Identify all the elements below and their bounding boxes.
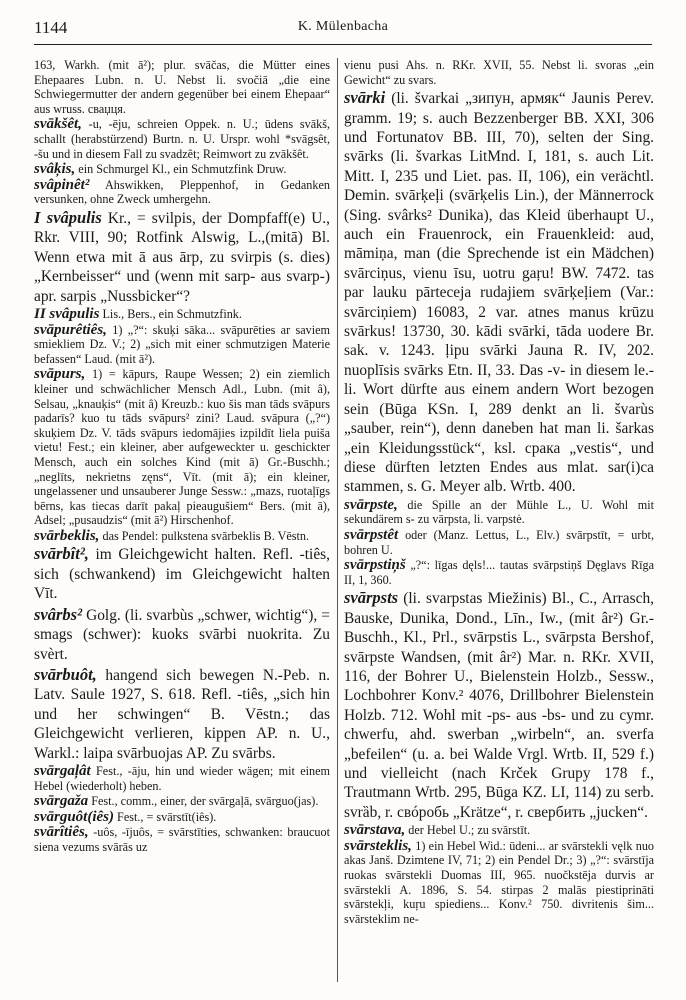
- dictionary-entry: [344, 88, 654, 497]
- header-rule: [34, 44, 652, 45]
- entry-text: (li. švarkai „зипун, армяк“ Jaunis Perev. gramm. 19; s. auch Bezzenberger BB. XXI, 306 und Fortunatov BB. III, 70), selten der Sing. svārks (li. švarkas LitMnd. I, 181, s. auch Lit. Mitt. I, 235 und Liet. pas. II, 106), ein verächtl. Demin. svārķeļi (svārķelis Lin.), der Männerrock (Sing. svârks² Dunika), das Kleid überhaupt U., auch ein Frauenrock, ein Frauenkleid: aud, māmiņa, man (die Sprechende ist ein Mädchen) svārciņus, vienu īsu, uotru gaŗu! BW. 7472. tas par lauku pārteceja rudajiem svārķeļiem (Var.: svārciņiem) 16083, 2 var. atnes manus krūzu svārkus! 13730, 30. kādi svārki, tāda uodere Br. sak. v. 1243. ļipu svārki Jauna R. IV, 202. nuoplīsis svārks Etn. II, 33. Das -v- in diesem le.-li. Wort dürfte aus einem andern Wort bezogen sein (Būga KSn. I, 289 denkt an li. švarùs „sauber, rein“), denn daneben hat man li. šarkas „ein Kleidungsstück“, ksl. срака „vestis“, und diese dürften letzten Endes aus mlat. sar(i)ca stammen, s. G. Meyer alb. Wrtb. 400.: [344, 90, 654, 496]
- headword: II svâpulis: [34, 305, 100, 322]
- entry-text: „?“: līgas dęls!... tautas svārpstiņš Dęglavs Rīga II, 1, 360.: [344, 558, 654, 587]
- dictionary-entry: [34, 162, 330, 177]
- entry-text: Golg. (li. svarbùs „schwer, wichtig“), = smags (schwer): kuoks svārbi nuokrita. Zu svèrt.: [34, 606, 330, 663]
- column-divider: [337, 58, 338, 982]
- headword: svārpsts: [344, 588, 399, 608]
- dictionary-entry: [34, 208, 330, 306]
- dictionary-entry: [344, 558, 654, 587]
- dictionary-entry: [34, 58, 330, 116]
- headword: svāpurs,: [34, 366, 86, 383]
- dictionary-entry: [344, 839, 654, 927]
- dictionary-entry: [344, 528, 654, 557]
- headword: svârbs²: [34, 604, 83, 624]
- entry-text: 163, Warkh. (mit ā²); plur. svāčas, die Mütter eines Ehepaares Lubn. n. U. Nebst li. svočiā „die eine Schwiegermutter der andern gegenüber bei einem Ehepaar“ aus wruss. сваџця.: [34, 58, 330, 116]
- running-title: K. Mülenbacha: [297, 19, 389, 34]
- left-column: [34, 58, 330, 986]
- headword: svākšêt,: [34, 116, 82, 133]
- dictionary-entry: [344, 588, 654, 822]
- headword: I svâpulis: [34, 207, 102, 227]
- headword: svārpste,: [344, 496, 398, 513]
- entry-text: ein Schmurgel Kl., ein Schmutzfink Druw.: [78, 162, 287, 177]
- dictionary-entry: [34, 323, 330, 367]
- entry-text: Fest., = svārstīt(iês).: [117, 809, 217, 824]
- page-header: [34, 18, 652, 42]
- entry-text: oder (Manz. Lettus, L., Elv.) svārpstīt, = urbt, bohren U.: [344, 527, 654, 557]
- entry-text: Ahswikken, Pleppenhof, in Gedanken versunken, ohne Zweck umhergehn.: [34, 177, 330, 207]
- entry-text: Kr., = svilpis, der Dompfaff(e) U., Rkr. VIII, 90; Rotfink Alswig, L.,(mitā) Bl. Wenn etwa mit ā aus ārp, zu svirpis (s. dies) „Kernbeisser“ und (wenn mit sarp- aus svarp-) apr. sarpis „Nussbicker“?: [34, 209, 330, 305]
- headword: svārstava,: [344, 822, 406, 839]
- page-number: 1144: [34, 18, 68, 37]
- entry-text: hangend sich bewegen N.-Peb. n. Latv. Saule 1927, S. 618. Refl. -tiês, „sich hin und her schwingen“ B. Vēstn.; das Gleichgewicht verlieren, kippen AP. n. U., Warkl.: laipa svārbuojas AP. Zu svārbs.: [34, 666, 330, 762]
- headword: svāpurêtiês,: [34, 321, 107, 338]
- dictionary-entry: [344, 823, 654, 838]
- headword: svārpstiņš: [344, 557, 406, 574]
- right-column: [344, 58, 654, 986]
- headword: svārpstêt: [344, 526, 399, 543]
- entry-text: -u, -ēju, schreien Oppek. n. U.; ūdens svākš, schallt (herabstürzend) Burtn. n. U. Urspr. wohl *svāgsêt, -šu und in diesem Fall zu svadzêt; Reimwort zu zvākšêt.: [34, 117, 330, 161]
- entry-text: das Pendel: pulkstena svārbeklis B. Vēstn.: [102, 528, 310, 543]
- dictionary-entry: [34, 367, 330, 528]
- dictionary-entry: [34, 307, 330, 322]
- dictionary-entry: [344, 58, 654, 87]
- dictionary-entry: [34, 665, 330, 763]
- entry-text: der Hebel U.; zu svārstīt.: [408, 823, 531, 838]
- entry-text: 1) ein Hebel Wid.: ūdeni... ar svārstekli vęlk nuo akas Janš. Dzimtene IV, 71; 2) ein Pendel Dr.; 3) „?“: svārstīja ruokas svārstekli Duomas III, 965. nuočkstēja durvis ar svārstekli A. 1896, S. 54. stirpas 2 malās piestiprināti svārstekļi, kuŗu spiediens... Konv.² 750. divritenis šim... svārsteklim ne-: [344, 838, 654, 926]
- headword: svārîtiês,: [34, 824, 89, 841]
- entry-text: vienu pusi Ahs. n. RKr. XVII, 55. Nebst li. svoras „ein Gewicht“ zu svars.: [344, 58, 654, 87]
- entry-text: 1) „?“: skuķi sāka... svāpurēties ar saviem smiekliem Dz. V.; 2) „sich mit einer schmutzigen Materie befassen“ Laud. (mit ā²).: [34, 322, 330, 366]
- dictionary-entry: [34, 117, 330, 161]
- dictionary-entry: [34, 178, 330, 207]
- headword: svâķis,: [34, 161, 76, 178]
- entry-text: Fest., comm., einer, der svārgaļā, svārguo(jas).: [91, 794, 319, 809]
- dictionary-entry: [34, 794, 330, 809]
- entry-text: Fest., -āju, hin und wieder wägen; mit einem Hebel (wiederholt) heben.: [34, 763, 330, 793]
- headword: svārki: [344, 88, 386, 108]
- entry-text: -uôs, -ījuôs, = svārstīties, schwanken: braucuot siena vezums svārās uz: [34, 825, 330, 854]
- dictionary-entry: [34, 825, 330, 854]
- headword: svārsteklis,: [344, 837, 412, 854]
- entry-text: (li. svarpstas Miežinis) Bl., C., Arrasch, Bauske, Dunika, Dond., Līn., Iw., (mit âr²) Gr.-Buschh., Kl., Prl., svārpstis L., svārpsta Bershof, svārpste Wandsen, (mit âr²) Mar. n. RKr. XVII, 116, der Bohrer U., Bielenstein Holzb., Sessw., Lochbohrer Konv.² 4076, Drillbohrer Bielenstein Holzb. 712. Wohl mit -ps- aus -bs- und zu cymr. chwerfu, ahd. swerban „wirbeln“, an. sverfa „befeilen“ (u. a. bei Walde Vrgl. Wrtb. II, 529 f.) und vielleicht (nach Krček Grupy 178 f., Trautmann Wrtb. 295, Būga KZ. LI, 114) zu serb. svrȁb, r. свóробь „Krätze“, r. свербить „jucken“.: [344, 590, 654, 821]
- headword: svārguôt(iês): [34, 808, 114, 825]
- headword: svārgaža: [34, 793, 89, 810]
- dictionary-entry: [34, 605, 330, 664]
- dictionary-entry: [34, 544, 330, 603]
- headword: svārgaļât: [34, 762, 91, 779]
- dictionary-entry: [34, 529, 330, 544]
- headword: svārbuôt,: [34, 664, 97, 684]
- dictionary-entry: [344, 498, 654, 527]
- headword: svâpinêt²: [34, 176, 90, 193]
- entry-text: 1) = kāpurs, Raupe Wessen; 2) ein ziemlich kleiner und schwächlicher Mensch Adl., Lubn. (mit â), Selsau, „knauķis“ (mit â) Kreuzb.: kuo šis man tāds svāpurs padarīs? kuo tu tāds svāpurs² zini? Laud. svāpura („?“) skuķiem Dz. V. tāds svāpurs iedomājies izpildīt liela puiša vietu! Fest.; ein kleiner, aber aufgeweckter u. geschickter Mensch, auch ein solches Kind (mit ā) Gr.-Buschh.; „neglīts, nekrietns zęns“, Vīt. (mit ā); ein kleiner, ungelassener und unsauberer Junge Sessw.: „mazs, ruotaļīgs bērns, kas tiecas darīt pakaļ pieaugušiem“ Bers. (mit ā), Adsel; „pusaudzis“ (mit ā²) Hirschenhof.: [34, 367, 330, 528]
- entry-text: die Spille an der Mühle L., U. Wohl mit sekundärem s- zu vārpsta, li. varpstė.: [344, 497, 654, 527]
- dictionary-entry: [34, 764, 330, 793]
- entry-text: Lis., Bers., ein Schmutzfink.: [102, 306, 242, 321]
- entry-text: im Gleichgewicht halten. Refl. -tiês, sich (schwankend) im Gleichgewicht halten Vīt.: [34, 546, 330, 603]
- headword: svārbeklis,: [34, 527, 100, 544]
- dictionary-entry: [34, 810, 330, 825]
- headword: svārbît²,: [34, 544, 89, 564]
